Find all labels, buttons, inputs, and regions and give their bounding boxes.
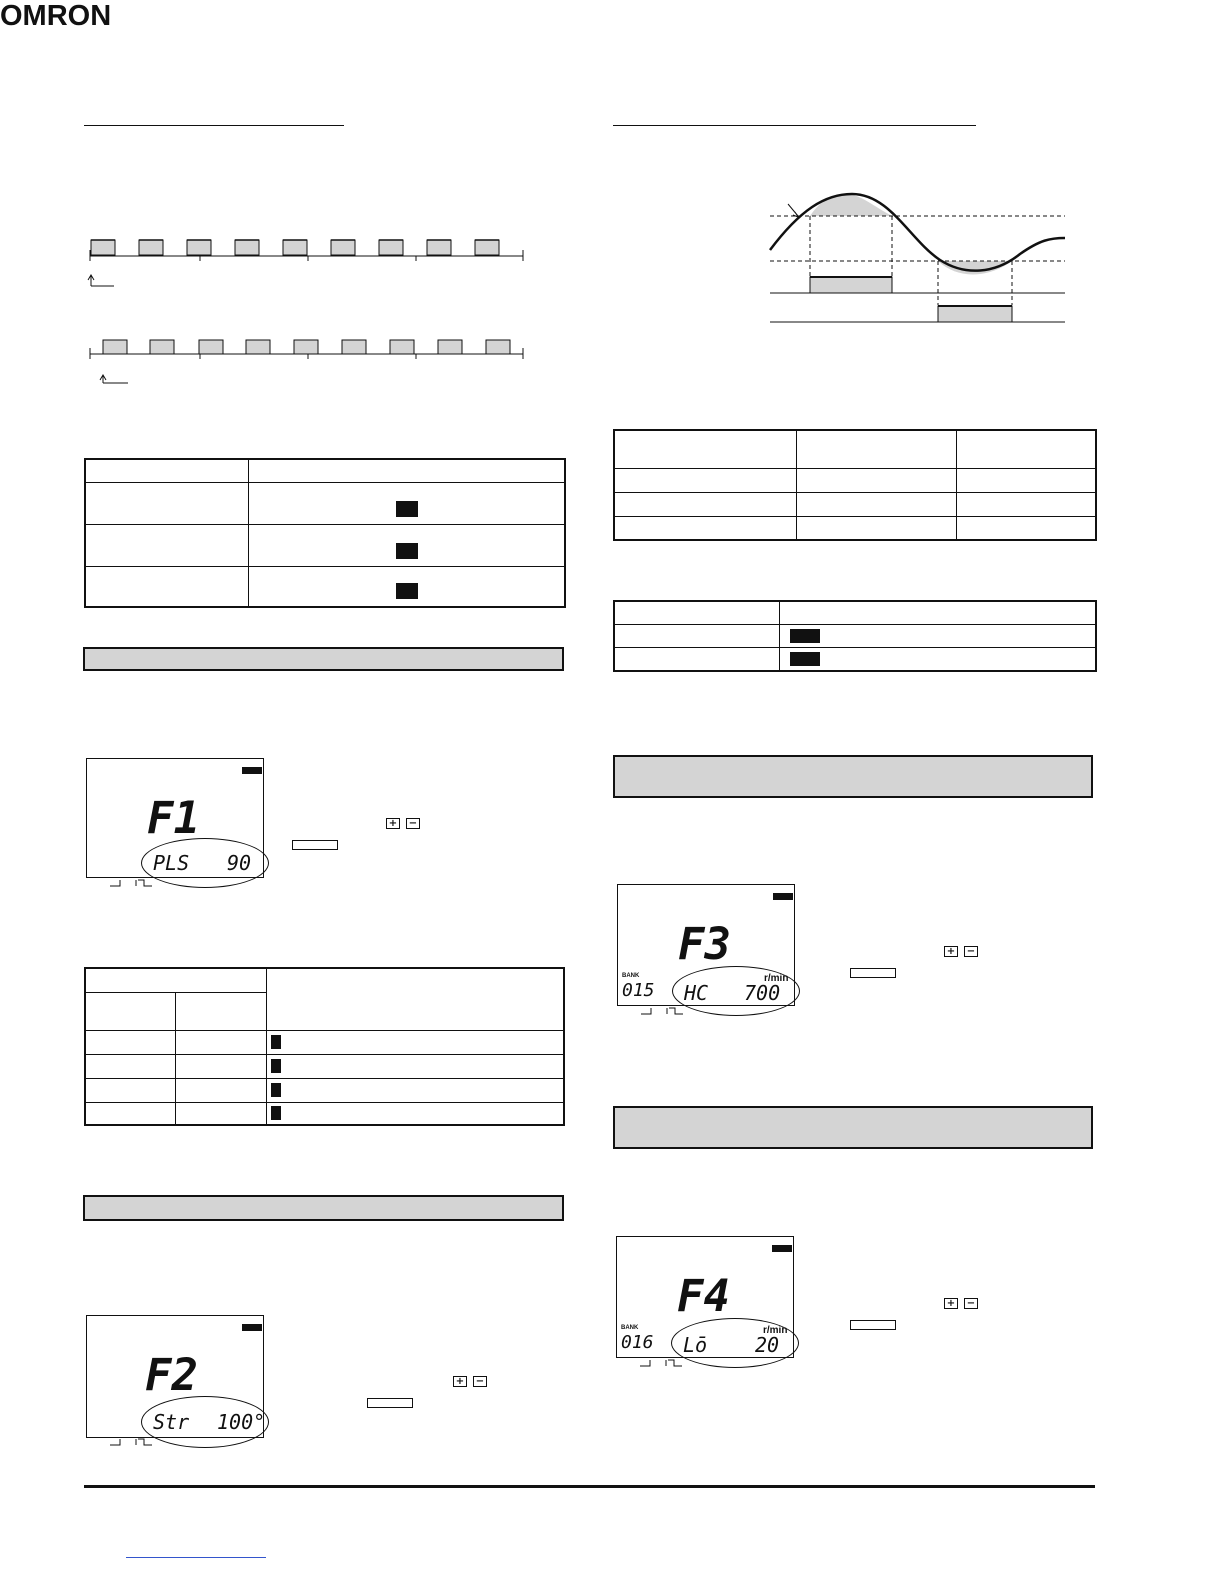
output-indicator-icon — [638, 1358, 688, 1368]
indicator-block — [242, 767, 262, 774]
key-marker — [271, 1106, 281, 1120]
output-indicator-icon — [108, 1437, 158, 1447]
param-value: 20 — [755, 1333, 780, 1357]
unit-label: r/min — [763, 1325, 788, 1336]
key-marker — [396, 583, 418, 599]
omron-logo: OMRON — [0, 0, 112, 32]
param-name: Str — [153, 1410, 190, 1434]
param-name: HC — [684, 981, 709, 1005]
key-marker — [790, 652, 820, 666]
highlight-oval — [672, 966, 800, 1016]
mode-key-icon — [850, 1320, 896, 1330]
param-value: 700 — [744, 981, 781, 1005]
param-value: 90 — [227, 851, 252, 875]
waveform-comparison-diagram — [760, 180, 1080, 340]
minus-key-icon: − — [964, 946, 978, 957]
function-code: F2 — [145, 1350, 198, 1401]
plus-key-icon: + — [453, 1376, 467, 1387]
param-name: Lō — [683, 1333, 708, 1357]
unit-label: r/min — [764, 973, 789, 984]
indicator-block — [242, 1324, 262, 1331]
output-indicator-icon — [108, 878, 158, 888]
output-indicator-icon — [639, 1006, 689, 1016]
key-marker — [396, 501, 418, 517]
key-marker — [271, 1035, 281, 1049]
footer-link-underline[interactable] — [126, 1557, 266, 1558]
function-code: F1 — [147, 793, 200, 844]
bank-label: BANK — [622, 973, 640, 979]
bank-label: BANK — [621, 1325, 639, 1331]
minus-key-icon: − — [964, 1298, 978, 1309]
section-band-f2 — [83, 1195, 564, 1221]
right-heading-rule — [613, 125, 976, 126]
key-marker — [271, 1083, 281, 1097]
bank-number: 015 — [622, 980, 655, 1001]
highlight-oval — [671, 1318, 799, 1368]
left-heading-rule — [84, 125, 344, 126]
key-marker — [271, 1059, 281, 1073]
left-parameter-table-1 — [84, 458, 566, 608]
plus-key-icon: + — [944, 1298, 958, 1309]
section-band-f1 — [83, 647, 564, 671]
indicator-block — [772, 1245, 792, 1252]
highlight-oval — [141, 838, 269, 888]
bank-number: 016 — [621, 1332, 654, 1353]
function-code: F4 — [677, 1271, 730, 1322]
section-band-f3 — [613, 755, 1093, 798]
footer-rule — [84, 1485, 1095, 1488]
right-parameter-table-2 — [613, 600, 1097, 672]
plus-key-icon: + — [944, 946, 958, 957]
function-code: F3 — [678, 919, 731, 970]
indicator-block — [773, 893, 793, 900]
left-parameter-table-2 — [84, 967, 565, 1126]
key-marker — [790, 629, 820, 643]
minus-key-icon: − — [406, 818, 420, 829]
right-parameter-table-1 — [613, 429, 1097, 541]
highlight-oval — [141, 1396, 269, 1448]
section-band-f4 — [613, 1106, 1093, 1149]
param-value: 100° — [217, 1410, 266, 1434]
plus-key-icon: + — [386, 818, 400, 829]
param-name: PLS — [153, 851, 190, 875]
minus-key-icon: − — [473, 1376, 487, 1387]
pulse-timing-diagram — [80, 230, 530, 390]
mode-key-icon — [367, 1398, 413, 1408]
key-marker — [396, 543, 418, 559]
mode-key-icon — [292, 840, 338, 850]
mode-key-icon — [850, 968, 896, 978]
